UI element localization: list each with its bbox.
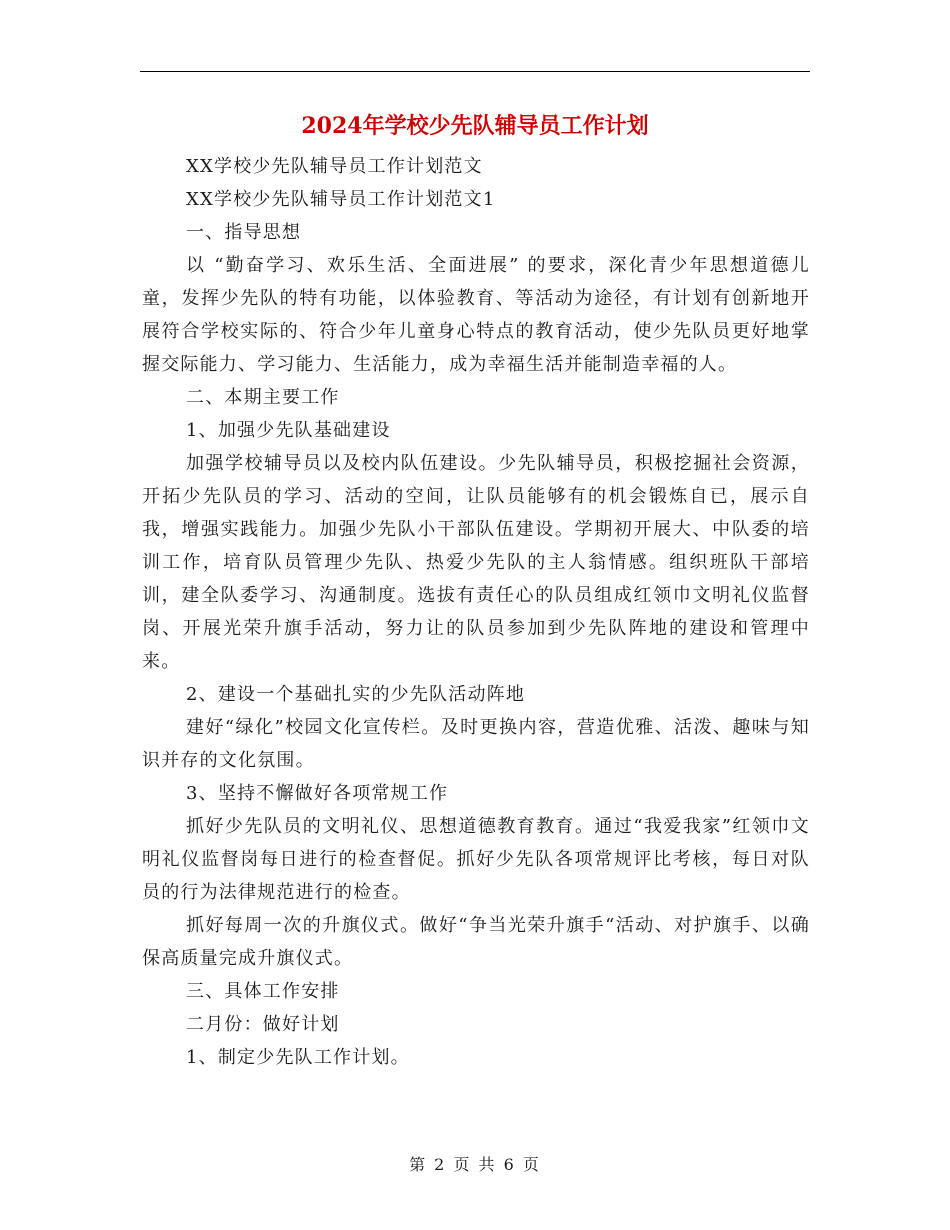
paragraph-flag-ceremony: 抓好每周一次的升旗仪式。做好“争当光荣升旗手“活动、对护旗手、以确保高质量完成升旗仪式。 <box>142 915 810 969</box>
item-heading-activity-base: 2、建设一个基础扎实的少先队活动阵地 <box>186 684 526 705</box>
document-title: 2024年学校少先队辅导员工作计划 <box>301 113 649 139</box>
section-heading-schedule: 三、具体工作安排 <box>186 981 340 1002</box>
paragraph-basic-construction: 加强学校辅导员以及校内队伍建设。少先队辅导员，积极挖掘社会资源，开拓少先队员的学习、活动的空间，让队员能够有的机会锻炼自已，展示自我，增强实践能力。加强少先队小干部队伍建设。学期初开展大、中队委的培训工作，培育队员管理少先队、热爱少先队的主人翁情感。组织班队干部培训，建全队委学习、沟通制度。选拔有责任心的队员组成红领巾文明礼仪监督岗、开展光荣升旗手活动，努力让的队员参加到少先队阵地的建设和管理中来。 <box>142 453 810 672</box>
section-heading-main-work: 二、本期主要工作 <box>186 387 340 408</box>
item-heading-basic-construction: 1、加强少先队基础建设 <box>186 420 391 441</box>
schedule-february: 二月份：做好计划 <box>186 1014 340 1035</box>
document-body <box>142 150 810 1074</box>
page-footer: 第 2 页 共 6 页 <box>409 1155 541 1174</box>
paragraph-routine-work: 抓好少先队员的文明礼仪、思想道德教育教育。通过“我爱我家”红领巾文明礼仪监督岗每日进行的检查督促。抓好少先队各项常规评比考核，每日对队员的行为法律规范进行的检查。 <box>142 816 810 903</box>
section-heading-guiding-ideology: 一、指导思想 <box>186 222 302 243</box>
paragraph-subtitle-1: XX学校少先队辅导员工作计划范文1 <box>186 189 496 210</box>
schedule-item-plan: 1、制定少先队工作计划。 <box>186 1047 410 1068</box>
paragraph-activity-base: 建好“绿化”校园文化宣传栏。及时更换内容，营造优雅、活泼、趣味与知识并存的文化氛围。 <box>142 717 810 771</box>
paragraph-subtitle: XX学校少先队辅导员工作计划范文 <box>186 156 483 177</box>
item-heading-routine-work: 3、坚持不懈做好各项常规工作 <box>186 783 449 804</box>
header-rule <box>140 71 810 72</box>
paragraph-guiding-ideology: 以 “勤奋学习、欢乐生活、全面进展” 的要求，深化青少年思想道德儿童，发挥少先队的特有功能，以体验教育、等活动为途径，有计划有创新地开展符合学校实际的、符合少年儿童身心特点的教育活动，使少先队员更好地掌握交际能力、学习能力、生活能力，成为幸福生活并能制造幸福的人。 <box>142 255 810 375</box>
